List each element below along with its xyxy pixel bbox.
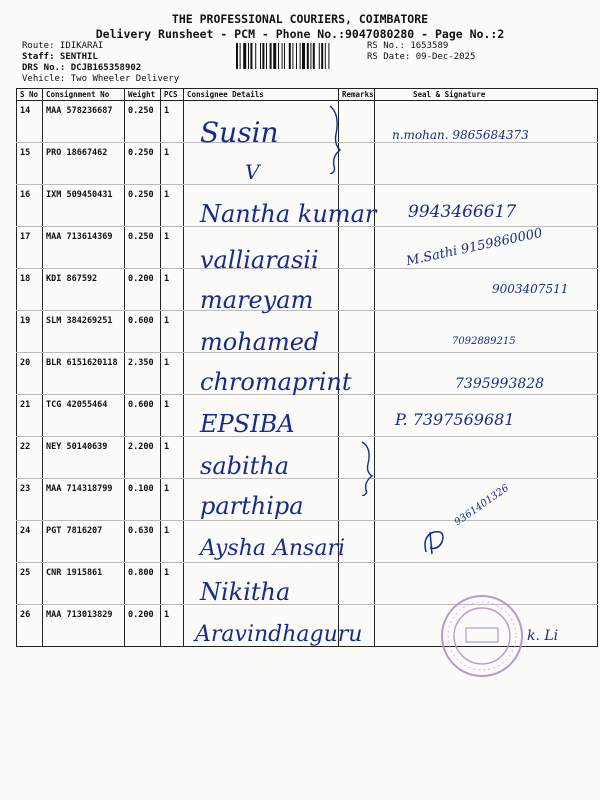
barcode-bar — [313, 43, 315, 69]
row-weight: 0.250 — [125, 227, 161, 269]
drs-number: DRS No.: DCJB165358902 — [22, 63, 142, 73]
table-row — [17, 479, 598, 521]
row-weight: 0.250 — [125, 101, 161, 143]
row-consignment-no: IXM 509450431 — [43, 185, 125, 227]
row-pcs: 1 — [161, 227, 184, 269]
handwritten-consignee-name: EPSIBA — [200, 410, 295, 438]
table-row — [17, 437, 598, 479]
barcode-bar — [307, 43, 309, 69]
row-weight: 0.600 — [125, 311, 161, 353]
handwritten-consignee-name: mareyam — [200, 286, 314, 314]
barcode-bar — [243, 43, 246, 69]
brace-mark — [326, 104, 346, 174]
barcode-bar — [236, 43, 238, 69]
barcode-bar — [262, 43, 264, 69]
row-sno: 14 — [17, 101, 43, 143]
row-remarks — [339, 395, 375, 437]
col-pcs: PCS — [161, 89, 184, 101]
handwritten-consignee-name: valliarasii — [200, 246, 319, 274]
route-label: Route: IDIKARAI — [22, 41, 104, 51]
handwritten-consignee-name: Nikitha — [200, 578, 291, 606]
table-row — [17, 143, 598, 185]
row-pcs: 1 — [161, 101, 184, 143]
barcode-bar — [321, 43, 323, 69]
barcode-bar — [248, 43, 249, 69]
row-sno: 26 — [17, 605, 43, 647]
handwritten-consignee-name: Aravindhaguru — [195, 622, 363, 647]
row-pcs: 1 — [161, 269, 184, 311]
row-weight: 2.350 — [125, 353, 161, 395]
row-consignment-no: SLM 384269251 — [43, 311, 125, 353]
barcode-bar — [292, 43, 293, 69]
col-remarks: Remarks — [339, 89, 375, 101]
barcode-bar — [284, 43, 285, 69]
handwritten-consignee-name: Nantha kumar — [200, 200, 377, 228]
row-weight: 0.200 — [125, 605, 161, 647]
row-sno: 25 — [17, 563, 43, 605]
row-seal — [375, 437, 598, 479]
row-consignment-no: PGT 7816207 — [43, 521, 125, 563]
row-weight: 0.250 — [125, 185, 161, 227]
barcode-bar — [255, 43, 256, 69]
handwritten-signature: n.mohan. 9865684373 — [392, 128, 529, 142]
row-seal — [375, 143, 598, 185]
row-consignment-no: MAA 714318799 — [43, 479, 125, 521]
row-pcs: 1 — [161, 143, 184, 185]
courier-seal-stamp — [440, 594, 524, 678]
row-remarks — [339, 269, 375, 311]
row-weight: 0.250 — [125, 143, 161, 185]
handwritten-signature: 9361401326 — [452, 482, 512, 529]
row-weight: 0.100 — [125, 479, 161, 521]
handwritten-consignee-name: parthipa — [200, 492, 304, 520]
row-consignment-no: TCG 42055464 — [43, 395, 125, 437]
runsheet-subtitle: Delivery Runsheet - PCM - Phone No.:9047080280 - Page No.:2 — [95, 27, 505, 41]
row-pcs: 1 — [161, 605, 184, 647]
row-sno: 21 — [17, 395, 43, 437]
table-header-row — [17, 89, 598, 101]
rs-date: RS Date: 09-Dec-2025 — [367, 52, 476, 62]
row-pcs: 1 — [161, 185, 184, 227]
row-pcs: 1 — [161, 353, 184, 395]
rs-number: RS No.: 1653589 — [367, 41, 449, 51]
handwritten-signature: 9003407511 — [492, 282, 569, 296]
row-sno: 19 — [17, 311, 43, 353]
handwritten-consignee-name: Susin — [200, 116, 279, 149]
handwritten-signature: 7092889215 — [452, 336, 516, 347]
barcode — [236, 43, 362, 69]
col-weight: Weight — [125, 89, 161, 101]
barcode-bar — [296, 43, 297, 69]
row-pcs: 1 — [161, 563, 184, 605]
row-consignment-no: KDI 867592 — [43, 269, 125, 311]
handwritten-consignee-name: sabitha — [200, 452, 290, 480]
row-sno: 17 — [17, 227, 43, 269]
row-pcs: 1 — [161, 395, 184, 437]
row-sno: 24 — [17, 521, 43, 563]
row-weight: 2.200 — [125, 437, 161, 479]
barcode-bar — [300, 43, 301, 69]
barcode-bar — [240, 43, 241, 69]
barcode-bar — [250, 43, 252, 69]
row-weight: 0.200 — [125, 269, 161, 311]
row-weight: 0.800 — [125, 563, 161, 605]
runsheet-company-title: THE PROFESSIONAL COURIERS, COIMBATORE — [171, 12, 429, 26]
row-consignment-no: BLR 6151620118 — [43, 353, 125, 395]
handwritten-consignee-name: Aysha Ansari — [200, 536, 346, 561]
barcode-bar — [328, 43, 329, 69]
signature-scribble — [420, 526, 450, 556]
handwritten-consignee-name: mohamed — [200, 328, 320, 356]
col-consignment: Consignment No — [43, 89, 125, 101]
col-consignee: Consignee Details — [184, 89, 339, 101]
row-consignment-no: MAA 713614369 — [43, 227, 125, 269]
row-remarks — [339, 311, 375, 353]
row-weight: 0.600 — [125, 395, 161, 437]
handwritten-signature: k. Li — [527, 628, 559, 644]
vehicle-label: Vehicle: Two Wheeler Delivery — [22, 74, 180, 84]
row-consignment-no: NEY 50140639 — [43, 437, 125, 479]
barcode-bar — [260, 43, 261, 69]
col-sno: S No — [17, 89, 43, 101]
row-pcs: 1 — [161, 311, 184, 353]
handwritten-signature: P. 7397569681 — [395, 410, 515, 429]
row-sno: 20 — [17, 353, 43, 395]
row-remarks — [339, 563, 375, 605]
barcode-bar — [289, 43, 291, 69]
handwritten-consignee-name: chromaprint — [200, 368, 352, 396]
row-sno: 22 — [17, 437, 43, 479]
barcode-bar — [273, 43, 276, 69]
row-weight: 0.630 — [125, 521, 161, 563]
row-pcs: 1 — [161, 437, 184, 479]
brace-mark — [358, 440, 378, 496]
barcode-bar — [302, 43, 305, 69]
barcode-bar — [278, 43, 279, 69]
barcode-bar — [266, 43, 267, 69]
row-sno: 18 — [17, 269, 43, 311]
row-sno: 16 — [17, 185, 43, 227]
row-pcs: 1 — [161, 479, 184, 521]
row-seal — [375, 521, 598, 563]
staff-label: Staff: SENTHIL — [22, 52, 98, 62]
handwritten-signature: 9943466617 — [408, 202, 517, 222]
row-sno: 23 — [17, 479, 43, 521]
barcode-bar — [319, 43, 320, 69]
col-seal: Seal & Signature — [375, 89, 598, 101]
barcode-bar — [282, 43, 283, 69]
row-consignment-no: MAA 578236687 — [43, 101, 125, 143]
handwritten-consignee-name: V — [245, 160, 260, 184]
row-remarks — [339, 227, 375, 269]
row-pcs: 1 — [161, 521, 184, 563]
row-consignment-no: PRO 18667462 — [43, 143, 125, 185]
row-consignment-no: CNR 1915861 — [43, 563, 125, 605]
row-sno: 15 — [17, 143, 43, 185]
handwritten-signature: 7395993828 — [455, 376, 545, 392]
barcode-bar — [270, 43, 272, 69]
row-consignment-no: MAA 713013829 — [43, 605, 125, 647]
barcode-bar — [310, 43, 311, 69]
handwritten-signature: M.Sathi 9159860000 — [404, 225, 544, 270]
barcode-bar — [325, 43, 326, 69]
